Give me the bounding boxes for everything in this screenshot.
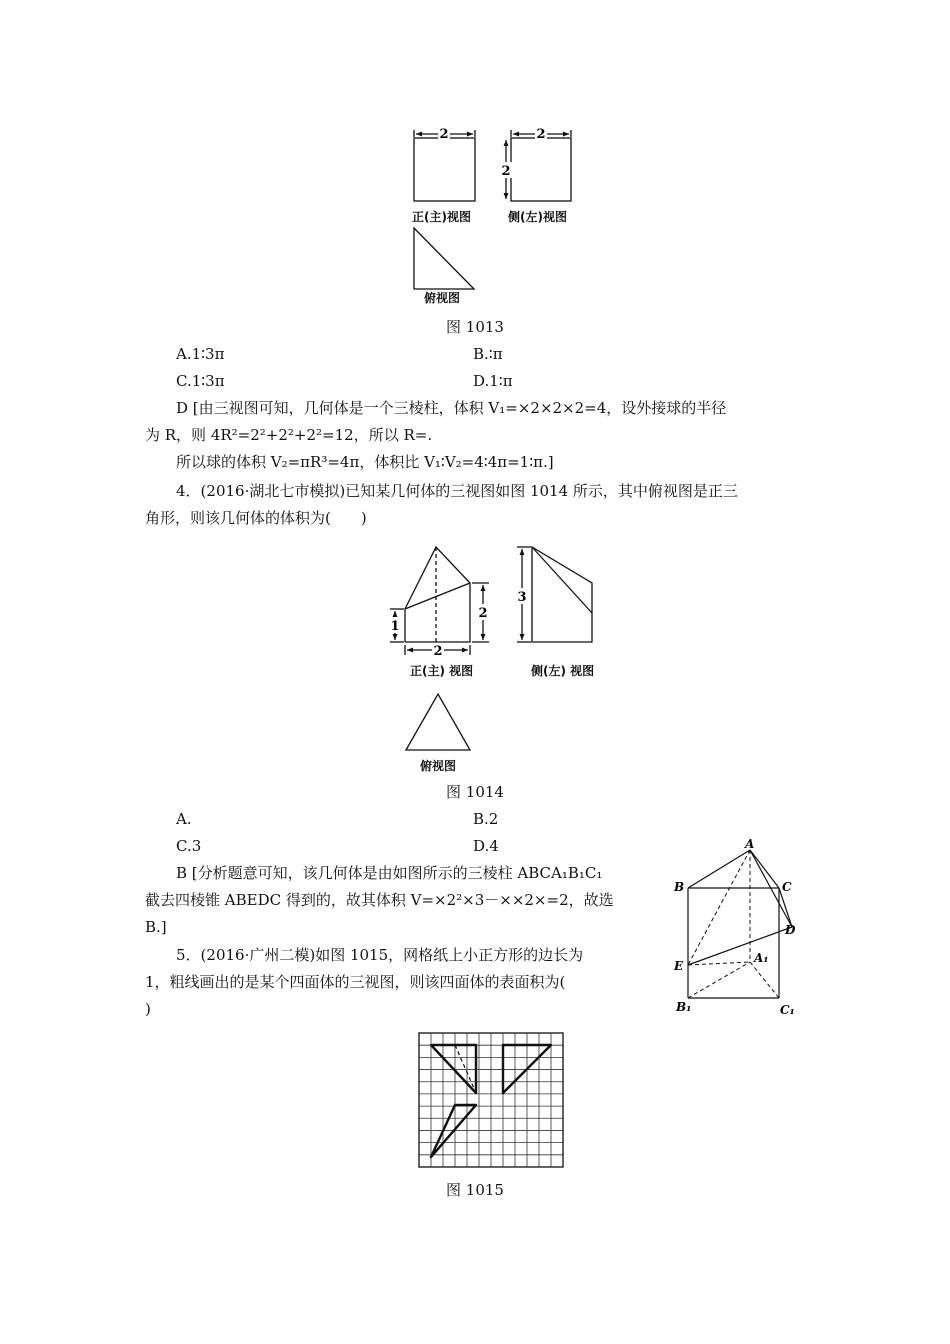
q4-option-d: D.4 (473, 837, 499, 855)
fig1013-label-side: 侧(左)视图 (508, 210, 567, 224)
q3-option-d: D.1∶π (473, 372, 513, 390)
fig1014-label-side: 侧(左) 视图 (531, 664, 595, 678)
fig1013-dim-side-height: 2 (501, 164, 511, 179)
prism-label-B: B (674, 880, 685, 894)
fig1014-label-front: 正(主) 视图 (410, 664, 474, 678)
q5-stem-line2: 1，粗线画出的是某个四面体的三视图，则该四面体的表面积为( (145, 973, 566, 991)
fig1014-label-top: 俯视图 (420, 759, 457, 773)
q4-solution-line1: B [分析题意可知，该几何体是由如图所示的三棱柱 ABCA₁B₁C₁ (176, 864, 603, 882)
prism-label-C1: C₁ (780, 1003, 795, 1017)
q4-option-a: A. (176, 810, 192, 828)
q4-option-c: C.3 (176, 837, 202, 855)
q3-solution-line3: 所以球的体积 V₂=πR³=4π，体积比 V₁∶V₂=4∶4π=1∶π.] (176, 453, 554, 471)
q4-stem-line1: 4．(2016·湖北七市模拟)已知某几何体的三视图如图 1014 所示，其中俯视图是正三 (176, 482, 738, 500)
q3-option-c: C.1∶3π (176, 372, 225, 390)
fig1013-label-front: 正(主)视图 (412, 210, 471, 224)
prism-label-E: E (674, 959, 684, 973)
fig1013-caption: 图 1013 (446, 318, 504, 336)
q4-option-b: B.2 (473, 810, 499, 828)
fig1014-dim-left: 1 (390, 619, 400, 634)
q3-solution-line1: D [由三视图可知，几何体是一个三棱柱，体积 V₁=×2×2×2=4，设外接球的半径 (176, 399, 727, 417)
fig1013-dim-front-width: 2 (439, 127, 449, 142)
prism-label-A1: A₁ (754, 951, 769, 965)
prism-label-B1: B₁ (676, 1000, 692, 1014)
fig1013-label-top: 俯视图 (424, 291, 461, 305)
q3-option-b: B.∶π (473, 345, 503, 363)
q3-solution-line2: 为 R，则 4R²=2²+2²+2²=12，所以 R=. (145, 426, 433, 444)
q5-stem-line1: 5．(2016·广州二模)如图 1015，网格纸上小正方形的边长为 (176, 946, 584, 964)
fig1015-top-view (431, 1105, 476, 1157)
fig1014-dim-side-height: 3 (517, 590, 527, 605)
q4-solution-line3: B.] (145, 918, 167, 936)
fig1015-caption: 图 1015 (446, 1181, 504, 1199)
fig1013-dim-side-width: 2 (536, 127, 546, 142)
fig1014-dim-right: 2 (478, 606, 488, 621)
q4-solution-line2: 截去四棱锥 ABEDC 得到的，故其体积 V=×2²×3－××2×=2，故选 (145, 891, 614, 909)
fig1015-front-view (431, 1045, 476, 1093)
q3-option-a: A.1∶3π (176, 345, 225, 363)
prism-label-C: C (782, 880, 792, 894)
fig1014-dim-bottom: 2 (433, 644, 443, 659)
q5-stem-line3: ) (145, 1000, 151, 1018)
prism-label-A: A (745, 837, 755, 851)
prism-label-D: D (785, 923, 796, 937)
fig1014-caption: 图 1014 (446, 783, 504, 801)
q4-stem-line2: 角形，则该几何体的体积为( ) (145, 509, 367, 527)
